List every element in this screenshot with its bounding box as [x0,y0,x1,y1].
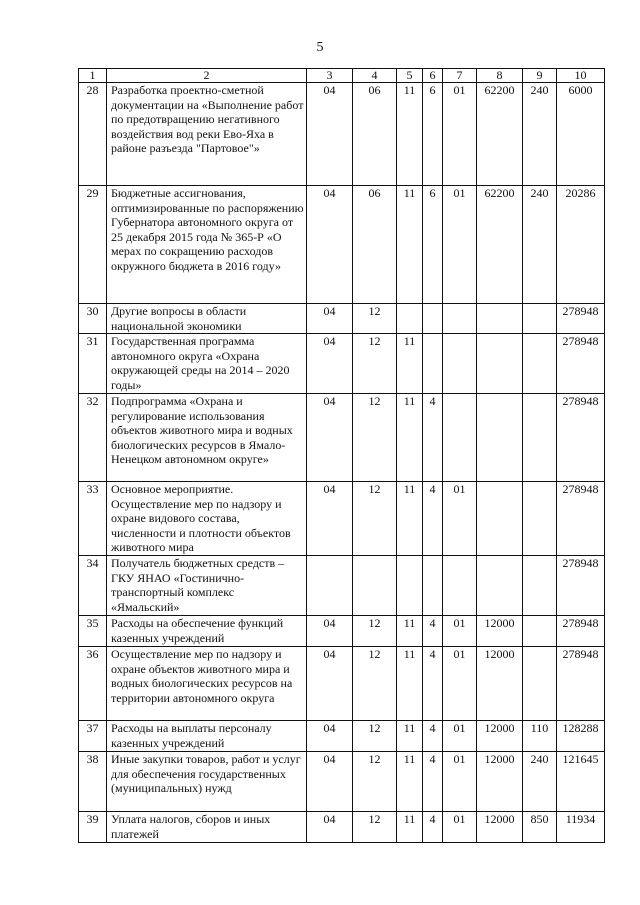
value-cell-5: 11 [397,482,423,556]
row-number-cell: 33 [79,482,107,556]
table-row [79,616,605,647]
value-cell-5: 11 [397,647,423,721]
column-header: 4 [353,69,397,83]
column-header: 2 [107,69,307,83]
value-cell-9 [523,482,557,556]
value-cell-3: 04 [307,647,353,721]
value-cell-5 [397,304,423,334]
item-name-cell: Уплата налогов, сборов и иных платежей [107,812,307,843]
value-cell-5: 11 [397,752,423,812]
value-cell-4: 12 [353,334,397,394]
value-cell-3: 04 [307,83,353,186]
value-cell-6: 4 [423,647,443,721]
value-cell-10: 278948 [557,647,605,721]
table-row [79,752,605,812]
table-row [79,186,605,304]
value-cell-9: 240 [523,83,557,186]
value-cell-7 [443,304,477,334]
value-cell-7: 01 [443,83,477,186]
value-cell-5: 11 [397,394,423,482]
value-cell-10: 121645 [557,752,605,812]
table-row [79,721,605,752]
value-cell-9 [523,556,557,616]
value-cell-6: 4 [423,812,443,843]
column-header: 8 [477,69,523,83]
value-cell-10: 11934 [557,812,605,843]
row-number-cell: 34 [79,556,107,616]
value-cell-6 [423,334,443,394]
table-row [79,334,605,394]
value-cell-9: 240 [523,752,557,812]
row-number-cell: 39 [79,812,107,843]
value-cell-5: 11 [397,721,423,752]
value-cell-8 [477,334,523,394]
value-cell-7 [443,334,477,394]
value-cell-5: 11 [397,334,423,394]
column-header: 6 [423,69,443,83]
item-name-cell: Иные закупки товаров, работ и услуг для обеспечения государственных (муниципальных) нужд [107,752,307,812]
value-cell-6: 4 [423,721,443,752]
row-number-cell: 30 [79,304,107,334]
value-cell-8: 62200 [477,83,523,186]
item-name-cell: Разработка проектно-сметной документации на «Выполнение работ по предотвращению негативного воздействия вод реки Ево-Яха в районе разъезда "Партовое"» [107,83,307,186]
value-cell-8 [477,394,523,482]
row-number-cell: 35 [79,616,107,647]
column-header: 9 [523,69,557,83]
value-cell-8: 62200 [477,186,523,304]
value-cell-4: 12 [353,812,397,843]
item-name-cell: Основное мероприятие. Осуществление мер по надзору и охране видового состава, численности и плотности объектов животного мира [107,482,307,556]
value-cell-10: 20286 [557,186,605,304]
row-number-cell: 32 [79,394,107,482]
value-cell-10: 278948 [557,304,605,334]
row-number-cell: 38 [79,752,107,812]
item-name-cell: Осуществление мер по надзору и охране объектов животного мира и водных биологических ресурсов на территории автономного округа [107,647,307,721]
value-cell-8: 12000 [477,647,523,721]
value-cell-8 [477,556,523,616]
item-name-cell: Расходы на выплаты персоналу казенных учреждений [107,721,307,752]
value-cell-4: 12 [353,647,397,721]
value-cell-3: 04 [307,482,353,556]
column-header: 5 [397,69,423,83]
table-row [79,83,605,186]
column-header: 10 [557,69,605,83]
value-cell-9 [523,616,557,647]
value-cell-6: 4 [423,616,443,647]
value-cell-8: 12000 [477,752,523,812]
value-cell-10: 278948 [557,556,605,616]
column-header: 3 [307,69,353,83]
value-cell-9 [523,334,557,394]
value-cell-5: 11 [397,83,423,186]
value-cell-6: 4 [423,752,443,812]
value-cell-10: 278948 [557,394,605,482]
value-cell-3: 04 [307,186,353,304]
column-header: 7 [443,69,477,83]
value-cell-4: 12 [353,752,397,812]
value-cell-10: 278948 [557,616,605,647]
value-cell-4: 06 [353,83,397,186]
item-name-cell: Подпрограмма «Охрана и регулирование использования объектов животного мира и водных биологических ресурсов в Ямало-Ненецком автономном округе» [107,394,307,482]
value-cell-8 [477,482,523,556]
value-cell-3: 04 [307,812,353,843]
value-cell-3: 04 [307,304,353,334]
value-cell-9 [523,394,557,482]
item-name-cell: Другие вопросы в области национальной экономики [107,304,307,334]
item-name-cell: Государственная программа автономного округа «Охрана окружающей среды на 2014 – 2020 годы» [107,334,307,394]
item-name-cell: Получатель бюджетных средств – ГКУ ЯНАО «Гостинично-транспортный комплекс «Ямальский» [107,556,307,616]
row-number-cell: 31 [79,334,107,394]
value-cell-10: 278948 [557,334,605,394]
value-cell-3 [307,556,353,616]
row-number-cell: 37 [79,721,107,752]
value-cell-6: 4 [423,394,443,482]
value-cell-3: 04 [307,721,353,752]
item-name-cell: Бюджетные ассигнования, оптимизированные по распоряжению Губернатора автономного округа от 25 декабря 2015 года № 365-Р «О мерах по сокращению расходов окружного бюджета в 2016 году» [107,186,307,304]
budget-table [78,68,605,843]
value-cell-6: 6 [423,186,443,304]
value-cell-9: 850 [523,812,557,843]
value-cell-9 [523,647,557,721]
page-number: 5 [316,40,324,55]
value-cell-6 [423,556,443,616]
value-cell-5: 11 [397,186,423,304]
value-cell-8 [477,304,523,334]
value-cell-7: 01 [443,616,477,647]
value-cell-10: 278948 [557,482,605,556]
value-cell-7: 01 [443,812,477,843]
table-row [79,812,605,843]
value-cell-7: 01 [443,721,477,752]
value-cell-7: 01 [443,482,477,556]
value-cell-10: 128288 [557,721,605,752]
value-cell-7 [443,556,477,616]
value-cell-4: 12 [353,482,397,556]
value-cell-4: 12 [353,616,397,647]
value-cell-3: 04 [307,334,353,394]
value-cell-6: 6 [423,83,443,186]
table-row [79,304,605,334]
value-cell-10: 6000 [557,83,605,186]
table-row [79,482,605,556]
table-row [79,647,605,721]
table-row [79,556,605,616]
table-row [79,394,605,482]
value-cell-9 [523,304,557,334]
header-row [79,69,605,83]
value-cell-6: 4 [423,482,443,556]
value-cell-4 [353,556,397,616]
value-cell-3: 04 [307,752,353,812]
value-cell-4: 12 [353,721,397,752]
value-cell-8: 12000 [477,616,523,647]
value-cell-3: 04 [307,616,353,647]
value-cell-6 [423,304,443,334]
value-cell-4: 12 [353,304,397,334]
row-number-cell: 29 [79,186,107,304]
column-header: 1 [79,69,107,83]
value-cell-7 [443,394,477,482]
value-cell-4: 06 [353,186,397,304]
row-number-cell: 28 [79,83,107,186]
value-cell-5: 11 [397,812,423,843]
value-cell-7: 01 [443,186,477,304]
value-cell-7: 01 [443,647,477,721]
item-name-cell: Расходы на обеспечение функций казенных учреждений [107,616,307,647]
value-cell-5: 11 [397,616,423,647]
value-cell-7: 01 [443,752,477,812]
value-cell-9: 110 [523,721,557,752]
value-cell-5 [397,556,423,616]
value-cell-9: 240 [523,186,557,304]
value-cell-3: 04 [307,394,353,482]
value-cell-4: 12 [353,394,397,482]
value-cell-8: 12000 [477,721,523,752]
row-number-cell: 36 [79,647,107,721]
value-cell-8: 12000 [477,812,523,843]
